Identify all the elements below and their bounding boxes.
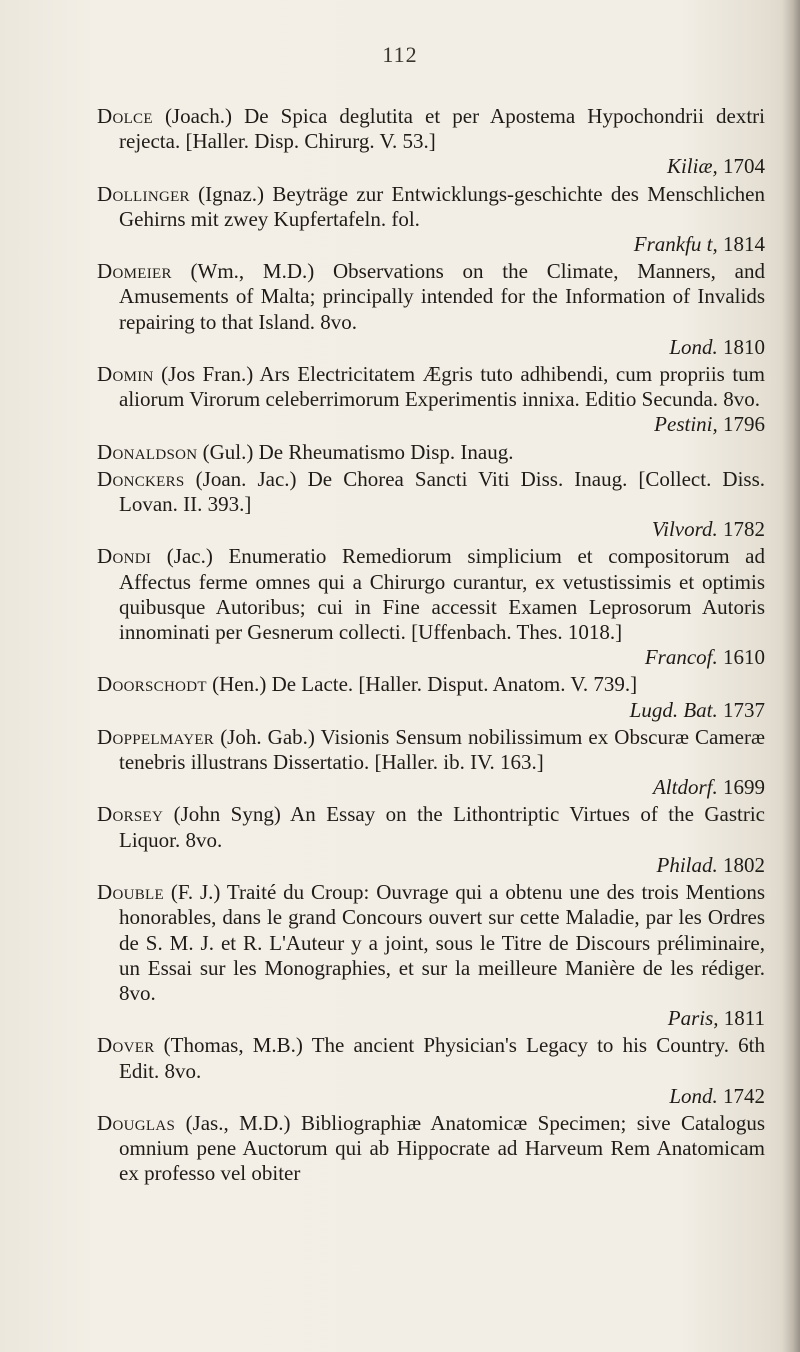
- entry-imprint: [119, 154, 765, 179]
- entry-dover: [97, 1033, 765, 1109]
- entry-imprint: [119, 412, 765, 437]
- entry-dorsey: [97, 802, 765, 878]
- entry-author: Double: [97, 880, 164, 905]
- entry-place: Paris,: [667, 1006, 719, 1031]
- entry-place: Pestini,: [654, 412, 718, 437]
- entry-author: Domin: [97, 362, 154, 387]
- entry-title: (Joh. Gab.) Visionis Sensum nobilissimum ex Obscuræ Cameræ tenebris illustrans Dissertatio. [Haller. ib. IV. 163.]: [119, 724, 766, 775]
- entry-imprint: [119, 335, 765, 360]
- entry-title: (Thomas, M.B.) The ancient Physician's Legacy to his Country. 6th Edit. 8vo.: [119, 1033, 765, 1083]
- entry-year: 1810: [723, 334, 765, 359]
- entry-imprint: [119, 853, 765, 878]
- entry-dondi: [97, 544, 765, 670]
- entry-author: Donaldson: [97, 439, 198, 464]
- entry-year: 1814: [723, 232, 765, 257]
- entry-imprint: [119, 1084, 765, 1109]
- entry-year: 1704: [723, 154, 765, 179]
- entry-author: Douglas: [97, 1110, 176, 1135]
- entry-author: Dorsey: [97, 802, 164, 827]
- entry-title: (John Syng) An Essay on the Lithontriptic Virtues of the Gastric Liquor. 8vo.: [119, 802, 765, 852]
- entry-place: Altdorf.: [652, 775, 718, 800]
- entry-imprint: [119, 698, 765, 723]
- entry-year: 1742: [723, 1083, 765, 1108]
- entry-title: (Joan. Jac.) De Chorea Sancti Viti Diss. Inaug. [Collect. Diss. Lovan. II. 393.]: [119, 466, 766, 517]
- entry-imprint: [119, 775, 765, 800]
- entry-title: (Jas., M.D.) Bibliographiæ Anatomicæ Specimen; sive Catalogus omnium pene Auctorum qui ab Hippocrate ad Harveum Rem Anatomicam ex professo vel obiter: [119, 1110, 766, 1186]
- page-gutter-shadow: [782, 0, 800, 1352]
- entry-imprint: [119, 517, 765, 542]
- entry-place: Lugd. Bat.: [629, 697, 718, 722]
- entry-place: Kiliæ,: [666, 154, 718, 179]
- entry-year: 1811: [723, 1006, 765, 1031]
- entry-title: (Jac.) Enumeratio Remediorum simplicium et compositorum ad Affectus ferme omnes qui a Chirurgo curantur, ex vetustissimis et optimis quibusque Autoribus; cui in Fine accessit Examen Leprosorum Autoris innominati per Gesnerum collecti. [Uffenbach. Thes. 1018.]: [119, 544, 765, 645]
- entry-place: Frankfu t,: [633, 232, 718, 257]
- entry-imprint: [119, 1006, 765, 1031]
- entry-title: (Joach.) De Spica deglutita et per Apostema Hypochondrii dextri rejecta. [Haller. Disp. Chirurg. V. 53.]: [119, 104, 766, 154]
- entry-year: 1796: [723, 412, 765, 437]
- page-number: 112: [382, 42, 418, 67]
- entry-place: Vilvord.: [651, 517, 718, 542]
- entry-author: Dover: [97, 1033, 155, 1058]
- entry-title: (Gul.) De Rheumatismo Disp. Inaug.: [202, 439, 514, 464]
- entry-douglas: [97, 1111, 765, 1187]
- entry-donckers: [97, 467, 765, 543]
- entry-author: Dollinger: [97, 181, 190, 206]
- entry-author: Dondi: [97, 544, 152, 569]
- entry-title: (Hen.) De Lacte. [Haller. Disput. Anatom. V. 739.]: [212, 672, 638, 697]
- entry-doppelmayer: [97, 725, 765, 801]
- entry-year: 1782: [723, 517, 765, 542]
- entry-dolce: [97, 104, 765, 180]
- entry-place: Lond.: [669, 334, 718, 359]
- entry-year: 1699: [723, 775, 765, 800]
- entry-doorschodt: [97, 672, 765, 722]
- entry-place: Lond.: [669, 1083, 718, 1108]
- entry-title: (F. J.) Traité du Croup: Ouvrage qui a obtenu une des trois Mentions honorables, dans le grand Concours ouvert sur cette Maladie, par les Ordres de S. M. J. et R. L'Auteur y a joint, sous le Titre de Discours préliminaire, un Essai sur les Monographies, et sur la meilleure Manière de les rédiger. 8vo.: [119, 880, 766, 1005]
- entry-imprint: [119, 232, 765, 257]
- entry-title: (Ignaz.) Beyträge zur Entwicklungs-geschichte des Menschlichen Gehirns mit zwey Kupfertafeln. fol.: [119, 181, 765, 231]
- entry-imprint: [119, 645, 765, 670]
- entry-domin: [97, 362, 765, 438]
- entry-dollinger: [97, 182, 765, 258]
- bibliography-entries: [97, 104, 765, 1189]
- entry-author: Dolce: [97, 104, 153, 128]
- entry-double: [97, 880, 765, 1031]
- entry-author: Doppelmayer: [97, 724, 215, 749]
- entry-place: Philad.: [656, 852, 718, 877]
- entry-author: Domeier: [97, 259, 172, 284]
- entry-donaldson: [97, 440, 765, 465]
- entry-domeier: [97, 259, 765, 360]
- entry-author: Donckers: [97, 466, 185, 491]
- entry-year: 1610: [723, 645, 765, 670]
- entry-place: Francof.: [644, 645, 718, 670]
- entry-title: (Wm., M.D.) Observations on the Climate, Manners, and Amusements of Malta; principally intended for the Information of Invalids repairing to that Island. 8vo.: [119, 259, 765, 334]
- entry-author: Doorschodt: [97, 672, 207, 697]
- entry-year: 1737: [723, 697, 765, 722]
- entry-year: 1802: [723, 852, 765, 877]
- entry-title: (Jos Fran.) Ars Electricitatem Ægris tuto adhibendi, cum propriis tum aliorum Virorum celeberrimorum Experimentis innixa. Editio Secunda. 8vo.: [119, 362, 765, 412]
